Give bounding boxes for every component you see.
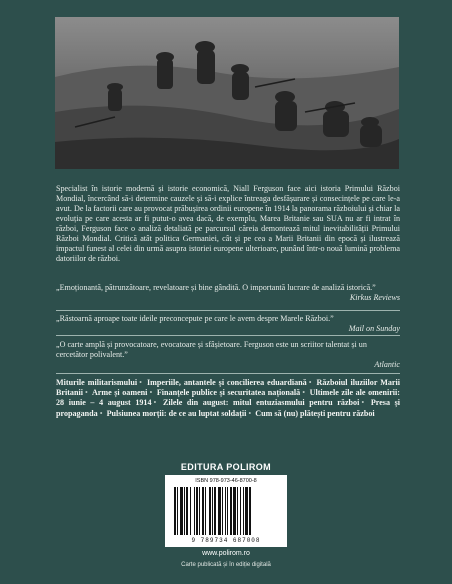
bullet-icon: •	[99, 408, 103, 418]
bullet-icon: •	[84, 388, 88, 398]
contents-item: Arme și oameni	[91, 388, 148, 398]
contents-item: Imperiile, antantele și concilierea eduardiană	[146, 378, 307, 387]
book-description: Specialist în istorie modernă și istorie economică, Niall Ferguson face aici istoria Primului Război Mondial, încercând să-i determine cauzele și să-i explice întreaga desfășurare și consecințele pe care le-a avut. De la factorii care au provocat prăbușirea ordinii europene în 1914 la panorama războiului și chiar la evoluția pe care acesta ar fi putut-o avea dacă, de exemplu, Marea Britanie sau SUA nu ar fi intrat în război, Ferguson face o analiză detaliată pe parcursul căreia demontează mitul inevitabilității Primului Război Mondial. Critică atât politica Germaniei, cât și pe cea a Marii Britanii din epocă și ilustrează impactul funest al celei din urmă asupra istoriei europene ulterioare, punând într-o nouă lumină problema datoriilor de război.	[56, 184, 400, 263]
isbn-text: ISBN 978-973-46-8700-8	[195, 478, 257, 484]
quote-source: Atlantic	[374, 360, 400, 369]
quote-source: Kirkus Reviews	[349, 293, 400, 302]
contents-item: Pulsiunea morții: de ce au luptat soldații	[106, 408, 247, 418]
barcode-icon	[174, 487, 278, 537]
bullet-icon: •	[153, 398, 157, 408]
bullet-icon: •	[308, 378, 312, 387]
divider	[56, 310, 400, 311]
contents-item: Presa și propaganda	[56, 398, 401, 418]
publisher-name: EDITURA POLIROM	[180, 462, 272, 472]
contents-item: Ultimele zile ale omenirii: 28 iunie – 4 august 1914	[56, 388, 400, 408]
cover-photo	[55, 17, 399, 169]
quote-text: „Emoționantă, pătrunzătoare, revelatoare și bine gândită. O importantă lucrare de analiză istorică.”	[56, 283, 376, 292]
contents-item: Războiul iluziilor Marii Britanii	[56, 378, 400, 398]
quote-source: Mail on Sunday	[348, 324, 400, 333]
barcode-number: 9 789734 687008	[191, 537, 261, 544]
review-quote	[56, 314, 400, 334]
barcode-panel	[165, 475, 287, 547]
publisher-website: www.polirom.ro	[202, 550, 250, 557]
review-quote	[56, 283, 400, 303]
contents-item: Miturile militarismului	[56, 378, 138, 387]
quote-text: „Răstoarnă aproape toate ideile preconcepute pe care le avem despre Marele Război.”	[56, 314, 334, 323]
digital-edition-note: Carte publicată și în ediție digitală	[181, 562, 271, 568]
bullet-icon: •	[302, 388, 306, 398]
bullet-icon: •	[139, 378, 143, 387]
table-of-contents	[56, 378, 400, 419]
bullet-icon: •	[248, 408, 252, 418]
divider	[56, 335, 400, 336]
review-quote	[56, 340, 400, 370]
bullet-icon: •	[361, 398, 365, 408]
bullet-icon: •	[149, 388, 153, 398]
war-trench-photo-icon	[55, 17, 399, 169]
contents-item: Cum să (nu) plătești pentru război	[255, 408, 375, 418]
divider	[56, 373, 400, 374]
quote-text: „O carte amplă și provocatoare, evocatoare și sfâșietoare. Ferguson este un scriitor talentat și un cercetător polivalent.”	[56, 340, 367, 359]
contents-item: Finanțele publice și securitatea națională	[156, 388, 301, 398]
contents-item: Zilele din august: mitul entuziasmului pentru război	[162, 398, 360, 408]
